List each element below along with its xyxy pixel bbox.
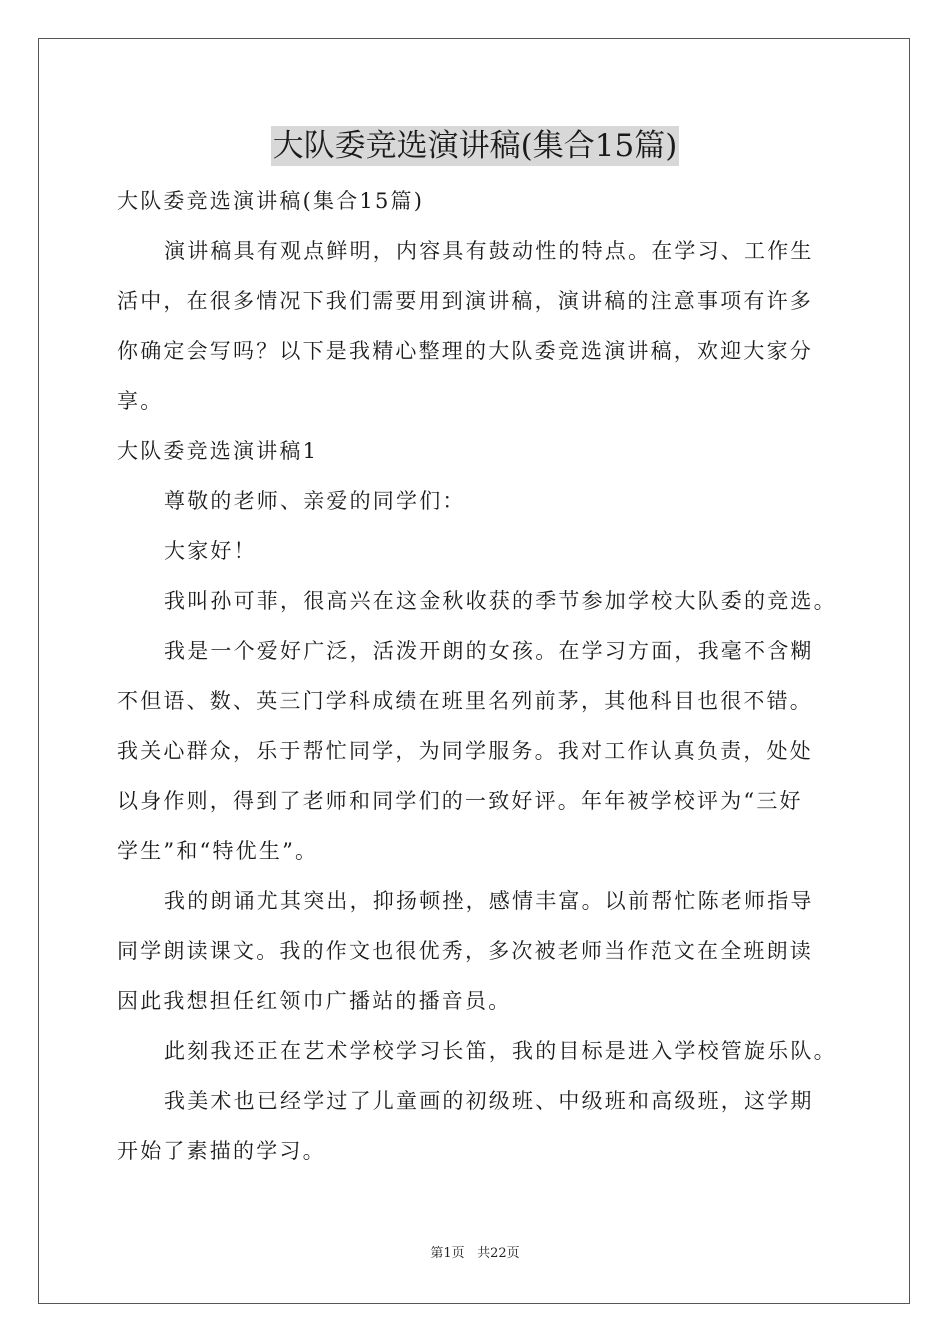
text-line: 大队委竞选演讲稿1: [117, 439, 319, 463]
text-line: 享。: [117, 389, 164, 413]
page-total: 共22页: [477, 1246, 520, 1261]
text-line: 此刻我还正在艺术学校学习长笛，我的目标是进入学校管旋乐队。: [164, 1039, 837, 1063]
title-container: [0, 126, 950, 166]
text-line: 我的朗诵尤其突出，抑扬顿挫，感情丰富。以前帮忙陈老师指导: [164, 889, 814, 913]
text-line: 同学朗读课文。我的作文也很优秀，多次被老师当作范文在全班朗读: [117, 939, 813, 963]
page-number: 第1页: [430, 1246, 465, 1261]
text-line: 你确定会写吗？以下是我精心整理的大队委竞选演讲稿，欢迎大家分: [117, 339, 813, 363]
text-line: 不但语、数、英三门学科成绩在班里名列前茅，其他科目也很不错。: [117, 689, 813, 713]
text-line: 以身作则，得到了老师和同学们的一致好评。年年被学校评为“三好: [117, 789, 803, 813]
text-line: 我是一个爱好广泛，活泼开朗的女孩。在学习方面，我毫不含糊: [164, 639, 814, 663]
text-line: 因此我想担任红领巾广播站的播音员。: [117, 989, 512, 1013]
text-line: 大家好！: [164, 539, 257, 563]
text-line: 开始了素描的学习。: [117, 1139, 326, 1163]
text-line: 学生”和“特优生”。: [117, 839, 319, 863]
text-line: 我美术也已经学过了儿童画的初级班、中级班和高级班，这学期: [164, 1089, 814, 1113]
text-line: 我关心群众，乐于帮忙同学，为同学服务。我对工作认真负责，处处: [117, 739, 813, 763]
text-line: 尊敬的老师、亲爱的同学们：: [164, 489, 466, 513]
page-footer: [0, 1244, 950, 1264]
text-line: 我叫孙可菲，很高兴在这金秋收获的季节参加学校大队委的竞选。: [164, 589, 837, 613]
text-line: 活中，在很多情况下我们需要用到演讲稿，演讲稿的注意事项有许多: [117, 289, 813, 313]
document-body: [117, 176, 847, 1176]
text-line: 大队委竞选演讲稿(集合15篇): [117, 189, 425, 213]
document-title: 大队委竞选演讲稿(集合15篇): [272, 128, 678, 164]
footer-spacer: [465, 1246, 477, 1261]
text-line: 演讲稿具有观点鲜明，内容具有鼓动性的特点。在学习、工作生: [164, 239, 814, 263]
